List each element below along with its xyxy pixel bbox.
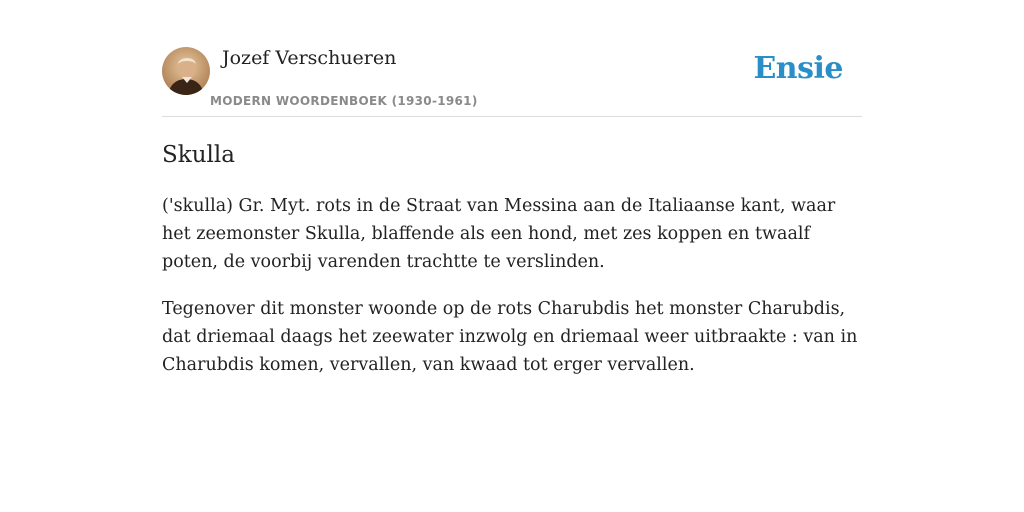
entry-body (162, 192, 862, 398)
author-avatar[interactable] (162, 47, 210, 95)
entry-title: Skulla (162, 142, 235, 168)
entry-paragraph: ('skulla) Gr. Myt. rots in de Straat van Messina aan de Italiaanse kant, waar het zeemonster Skulla, blaffende als een hond, met zes koppen en twaalf poten, de voorbij varenden trachtte te verslinden. (162, 196, 836, 272)
entry-header (162, 40, 862, 117)
entry-paragraph: Tegenover dit monster woonde op de rots Charubdis het monster Charubdis, dat driemaal daags het zeewater inzwolg en driemaal weer uitbraakte : van in Charubdis komen, vervallen, van kwaad tot erger vervallen. (162, 299, 858, 375)
portrait-icon (162, 47, 210, 95)
ensie-logo[interactable]: Ensie (753, 51, 843, 86)
author-name[interactable]: Jozef Verschueren (222, 47, 397, 69)
source-label[interactable]: MODERN WOORDENBOEK (1930-1961) (210, 94, 478, 108)
